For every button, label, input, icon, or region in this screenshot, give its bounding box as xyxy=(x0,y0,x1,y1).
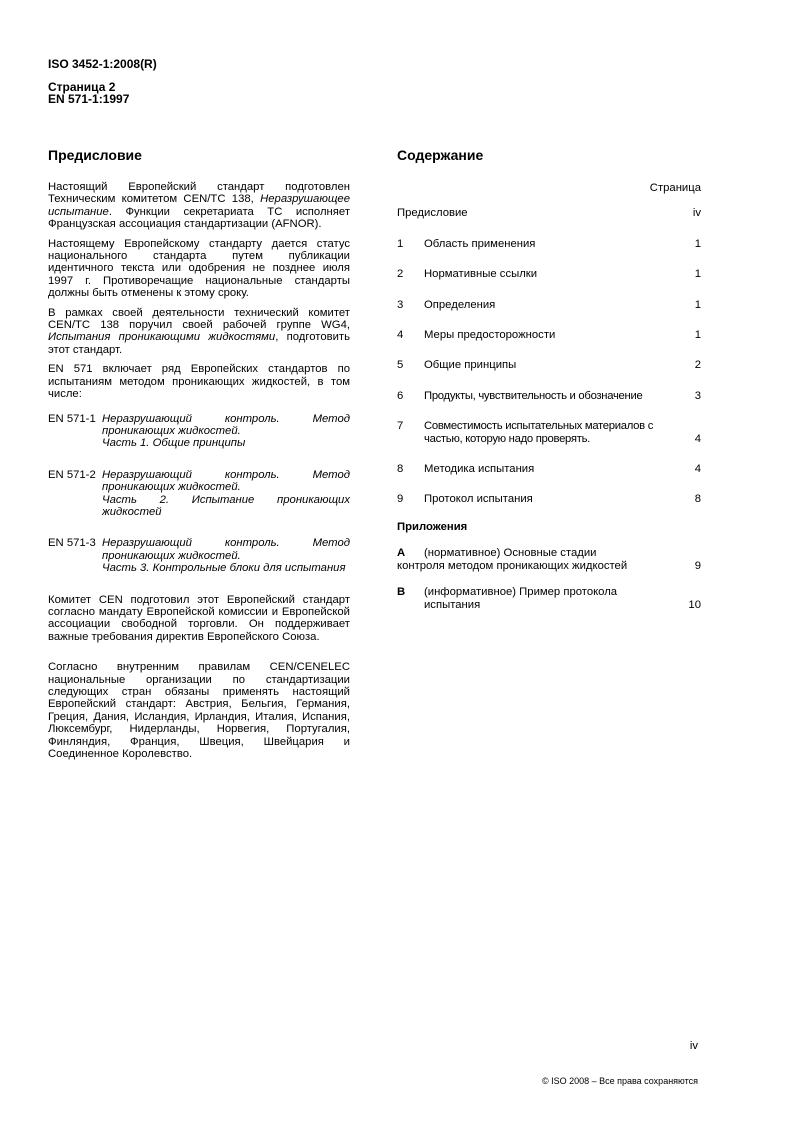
standard-entry xyxy=(48,537,350,574)
toc-row[interactable] xyxy=(397,390,701,402)
toc-num: 7 xyxy=(397,420,404,433)
page-number: iv xyxy=(689,1040,698,1052)
spacer xyxy=(397,599,424,611)
toc-page: 2 xyxy=(694,359,701,372)
toc-num: 3 xyxy=(397,298,404,311)
toc-page: 1 xyxy=(694,329,701,342)
text-italic: Испытания проникающими жидкостями xyxy=(48,331,276,344)
toc-num: 5 xyxy=(397,359,404,372)
toc-page: 8 xyxy=(694,493,701,506)
toc-title: Определения xyxy=(424,298,496,311)
annex-line xyxy=(397,560,701,572)
annex-line xyxy=(397,586,701,598)
toc-row[interactable] xyxy=(397,329,701,341)
annex-title: (нормативное) Основные стадии xyxy=(424,547,597,560)
preface-paragraph xyxy=(48,181,350,231)
standard-line: Неразрушающий контроль. Метод проникающих жидкостей. xyxy=(102,412,350,437)
toc-title: Предисловие xyxy=(397,207,468,220)
toc-title: Протокол испытания xyxy=(424,493,533,506)
copyright: © ISO 2008 – Все права сохраняются xyxy=(541,1076,698,1086)
standard-line: Часть 3. Контрольные блоки для испытания xyxy=(102,562,346,575)
toc-row[interactable] xyxy=(397,359,701,371)
toc-page: 1 xyxy=(694,268,701,281)
standard-desc xyxy=(102,413,350,450)
toc-page: 10 xyxy=(688,598,701,611)
standard-entry xyxy=(48,413,350,450)
standard-code: EN 571-2 xyxy=(48,468,96,481)
toc-num: 6 xyxy=(397,389,404,402)
preface-paragraph: EN 571 включает ряд Европейских стандартов по испытаниям методом проникающих жидкостей, в том числе: xyxy=(48,363,350,401)
annex-letter: A xyxy=(397,547,406,560)
toc-num: 9 xyxy=(397,493,404,506)
toc-num: 8 xyxy=(397,463,404,476)
preface-paragraph: Согласно внутренним правилам CEN/CENELEC национальные организации по стандартизации следующих стран обязаны применять настоящий Европейский стандарт: Австрия, Бельгия, Германия, Греция, Дания, Исландия, Ирландия, Италия, Испания, Люксембург, Нидерланды, Норвегия, Португалия, Финляндия, Франция, Швеция, Швейцария и Соединенное Королевство. xyxy=(48,661,350,761)
toc-title: Область применения xyxy=(424,237,536,250)
toc-row[interactable] xyxy=(397,493,701,505)
annex-heading: Приложения xyxy=(397,520,468,533)
toc-page: 9 xyxy=(694,559,701,572)
toc-page: 4 xyxy=(694,463,701,476)
text: . Функции секретариата ТС исполняет Французская ассоциация стандартизации (AFNOR). xyxy=(48,205,350,231)
toc-row[interactable] xyxy=(397,238,701,250)
text-italic: Неразрушающее испытание xyxy=(48,193,350,218)
text: Настоящий Европейский стандарт подготовлен Техническим комитетом CEN/TC 138, xyxy=(48,181,350,206)
standard-code: EN 571-1 xyxy=(48,412,96,425)
toc-page: 3 xyxy=(694,389,701,402)
toc-page: 1 xyxy=(694,298,701,311)
text: В рамках своей деятельности технический комитет CEN/TC 138 поручил своей рабочей группе WG4, xyxy=(48,306,350,332)
standard-line: Часть 1. Общие принципы xyxy=(102,437,246,450)
toc-annex-b[interactable] xyxy=(397,586,701,611)
toc-title: Совместимость испытательных материалов с частью, которую надо проверять. xyxy=(424,420,654,445)
annex-line xyxy=(397,547,701,559)
standard-entry xyxy=(48,469,350,519)
toc-page: 1 xyxy=(694,237,701,250)
toc-row[interactable] xyxy=(397,268,701,280)
toc-page: iv xyxy=(692,207,701,220)
standard-line: Неразрушающий контроль. Метод проникающих жидкостей. xyxy=(102,468,350,494)
preface-title: Предисловие xyxy=(48,147,142,163)
toc-title: Методика испытания xyxy=(424,463,535,476)
en-id: EN 571-1:1997 xyxy=(48,92,130,106)
annex-title-cont: контроля методом проникающих жидкостей xyxy=(397,559,628,572)
preface-paragraph: Настоящему Европейскому стандарту дается статус национального стандарта путем публикации идентичного текста или одобрения не позднее июля 1997 г. Противоречащие национальные стандарты должны быть отменены к этому сроку. xyxy=(48,237,350,300)
toc-page: 4 xyxy=(694,432,701,445)
contents-column xyxy=(397,147,701,625)
toc-row[interactable] xyxy=(397,420,701,445)
toc-title: Нормативные ссылки xyxy=(424,268,538,281)
toc-num: 1 xyxy=(397,237,404,250)
standard-desc xyxy=(102,469,350,519)
toc-num: 4 xyxy=(397,329,404,342)
toc-row[interactable] xyxy=(397,299,701,311)
page-label: Страница 2 xyxy=(48,80,116,94)
standard-desc xyxy=(102,537,350,574)
toc-title: Общие принципы xyxy=(424,359,517,372)
toc-row-preface[interactable] xyxy=(397,207,701,219)
annex-letter: B xyxy=(397,586,406,599)
preface-column xyxy=(48,147,350,767)
annex-title-cont: испытания xyxy=(424,598,481,611)
toc-title: Продукты, чувствительность и обозначение xyxy=(424,389,643,402)
toc-title: Меры предосторожности xyxy=(424,329,556,342)
toc-num: 2 xyxy=(397,268,404,281)
contents-title: Содержание xyxy=(397,147,484,163)
doc-id: ISO 3452-1:2008(R) xyxy=(48,57,157,71)
toc-row[interactable] xyxy=(397,463,701,475)
preface-paragraph: Комитет CEN подготовил этот Европейский стандарт согласно мандату Европейской комиссии и Европейской ассоциации свободной торговли. Он поддерживает важные требования директив Европейского Союза. xyxy=(48,593,350,643)
toc-annex-a[interactable] xyxy=(397,547,701,572)
text: , подготовить этот стандарт. xyxy=(48,331,350,356)
annex-line xyxy=(397,599,701,611)
standard-code: EN 571-3 xyxy=(48,537,96,550)
standard-line: Часть 2. Испытание проникающих жидкостей xyxy=(102,493,350,518)
preface-paragraph xyxy=(48,307,350,357)
annex-title: (информативное) Пример протокола xyxy=(424,586,618,599)
toc-page-label: Страница xyxy=(649,182,701,194)
standard-line: Неразрушающий контроль. Метод проникающих жидкостей. xyxy=(102,537,350,562)
